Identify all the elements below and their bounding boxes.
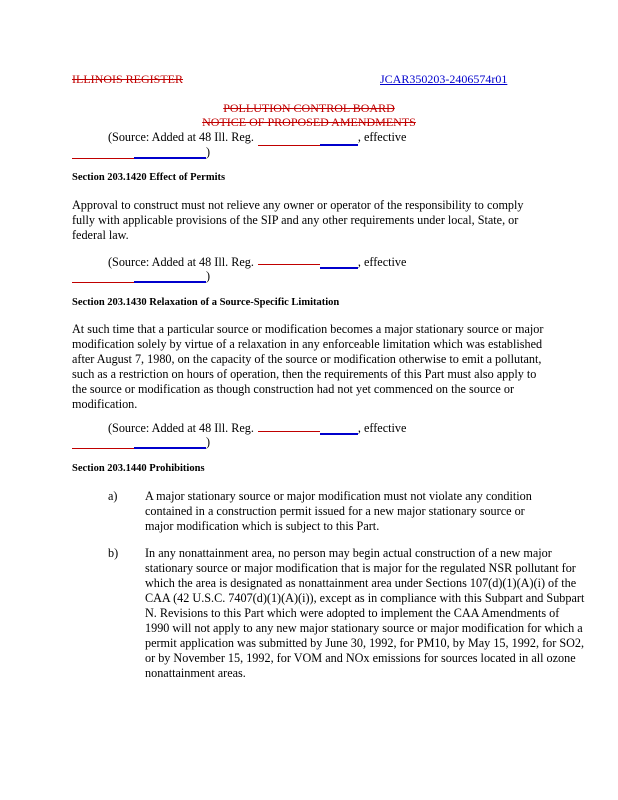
section-body: Approval to construct must not relieve any owner or operator of the responsibility to comply fully with applicable provisions of the SIP and any other requirements under local, State, or federal law. [72,198,524,242]
source-note [108,421,406,436]
section-body: At such time that a particular source or modification becomes a major stationary source or major modification solely by virtue of a relaxation in any enforceable limitation which was established after August 7, 1980, on the capacity of the source or modification otherwise to emit a pollutant, such as a restriction on hours of operation, then the requirements of this Part must also apply to the source or modification as though construction had not yet commenced on the source or modification. [72,322,544,411]
board-title: POLLUTION CONTROL BOARD [223,101,395,115]
item-label: b) [108,546,119,560]
item-text: A major stationary source or major modification must not violate any condition contained in a construction permit issued for a new major stationary source or major modification which is subject to this Part. [145,489,532,533]
item-text: In any nonattainment area, no person may begin actual construction of a new major stationary source or major modification that is major for the regulated NSR pollutant for which the area is designated as nonattainment area under Sections 107(d)(1)(A)(i) of the CAA (42 U.S.C. 7407(d)(1)(A)(i)), except as in compliance with this Subpart and Subpart N. Revisions to this Part which were adopted to implement the CAA Amendments of 1990 will not apply to any new major stationary source or major modification for which a permit application was submitted by June 30, 1992, for PM10, by May 15, 1992, for SO2, or by November 15, 1992, for VOM and NOx emissions for sources located in all ozone nonattainment areas. [145,546,585,680]
section-heading: Section 203.1440 Prohibitions [72,463,205,474]
item-label: a) [108,489,118,503]
register-header: ILLINOIS REGISTER [72,72,183,86]
source-note [108,130,406,145]
section-heading: Section 203.1420 Effect of Permits [72,172,226,183]
source-note-prefix: (Source: Added at 48 Ill. Reg. [108,421,254,435]
source-note-close: ) [206,435,211,449]
jcar-reference[interactable]: JCAR350203-2406574r01 [380,72,508,86]
source-note-prefix: (Source: Added at 48 Ill. Reg. [108,130,254,144]
source-note-suffix: , effective [357,255,407,269]
section-heading: Section 203.1430 Relaxation of a Source-Specific Limitation [72,297,340,308]
source-note-suffix: , effective [357,130,407,144]
notice-title: NOTICE OF PROPOSED AMENDMENTS [202,115,416,129]
source-note [108,255,406,270]
source-note-close: ) [206,145,211,159]
source-note-close: ) [206,269,211,283]
source-note-prefix: (Source: Added at 48 Ill. Reg. [108,255,254,269]
source-note-suffix: , effective [357,421,407,435]
